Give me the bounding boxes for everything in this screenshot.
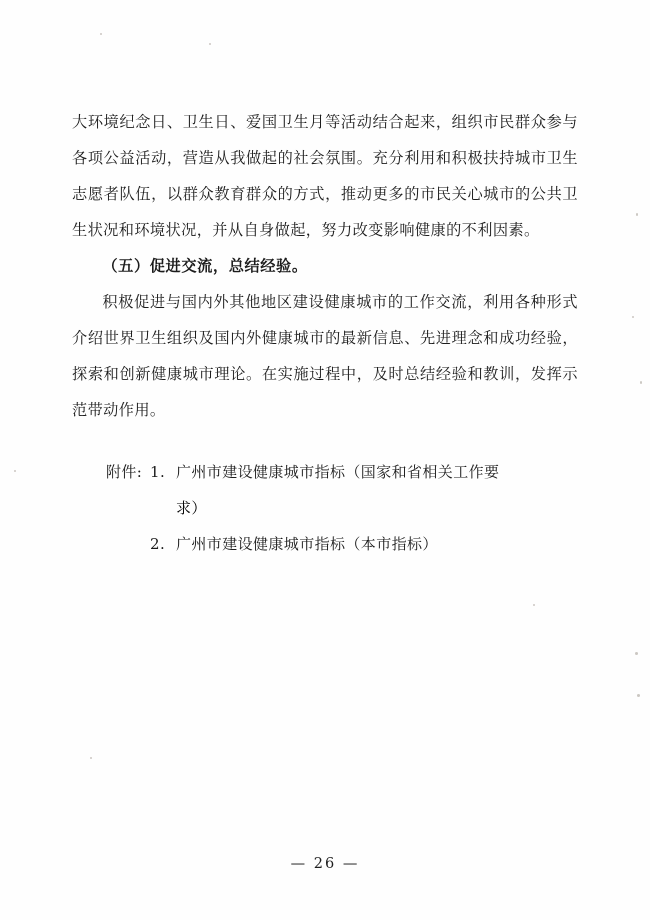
page-number: — 26 — xyxy=(290,856,360,872)
attachment-number: 1. xyxy=(150,463,166,481)
scan-speck xyxy=(209,43,211,45)
attachment-label-spacer xyxy=(72,526,150,562)
attachment-item-2 xyxy=(72,526,578,562)
attachment-item-1 xyxy=(72,454,578,490)
scan-speck xyxy=(632,316,634,318)
scan-speck xyxy=(90,757,92,759)
attachment-title: 广州市建设健康城市指标（本市指标） xyxy=(176,535,438,553)
attachment-title-wrap: 求） xyxy=(176,499,207,517)
attachment-item-1-continuation xyxy=(72,490,578,526)
paragraph-2: 积极促进与国内外其他地区建设健康城市的工作交流，利用各种形式介绍世界卫生组织及国内外健康城市的最新信息、先进理念和成功经验，探索和创新健康城市理论。在实施过程中，及时总结经验和教训，发挥示范带动作用。 xyxy=(72,293,578,419)
scan-speck xyxy=(533,604,535,606)
scan-speck xyxy=(635,652,638,655)
scan-speck xyxy=(640,381,642,384)
attachment-label: 附件: xyxy=(106,463,143,481)
scan-speck xyxy=(100,33,102,35)
attachment-list xyxy=(72,454,578,562)
scan-speck xyxy=(636,213,638,216)
document-body xyxy=(72,104,578,562)
scan-speck xyxy=(637,694,640,697)
scan-speck xyxy=(14,470,16,472)
paragraph-1: 大环境纪念日、卫生日、爱国卫生月等活动结合起来，组织市民群众参与各项公益活动，营造从我做起的社会氛围。充分利用和积极扶持城市卫生志愿者队伍，以群众教育群众的方式，推动更多的市民关心城市的公共卫生状况和环境状况，并从自身做起，努力改变影响健康的不利因素。 xyxy=(72,113,578,239)
section-heading-5: （五）促进交流，总结经验。 xyxy=(102,257,308,275)
attachment-title: 广州市建设健康城市指标（国家和省相关工作要 xyxy=(176,463,500,481)
attachment-number: 2. xyxy=(150,535,166,553)
